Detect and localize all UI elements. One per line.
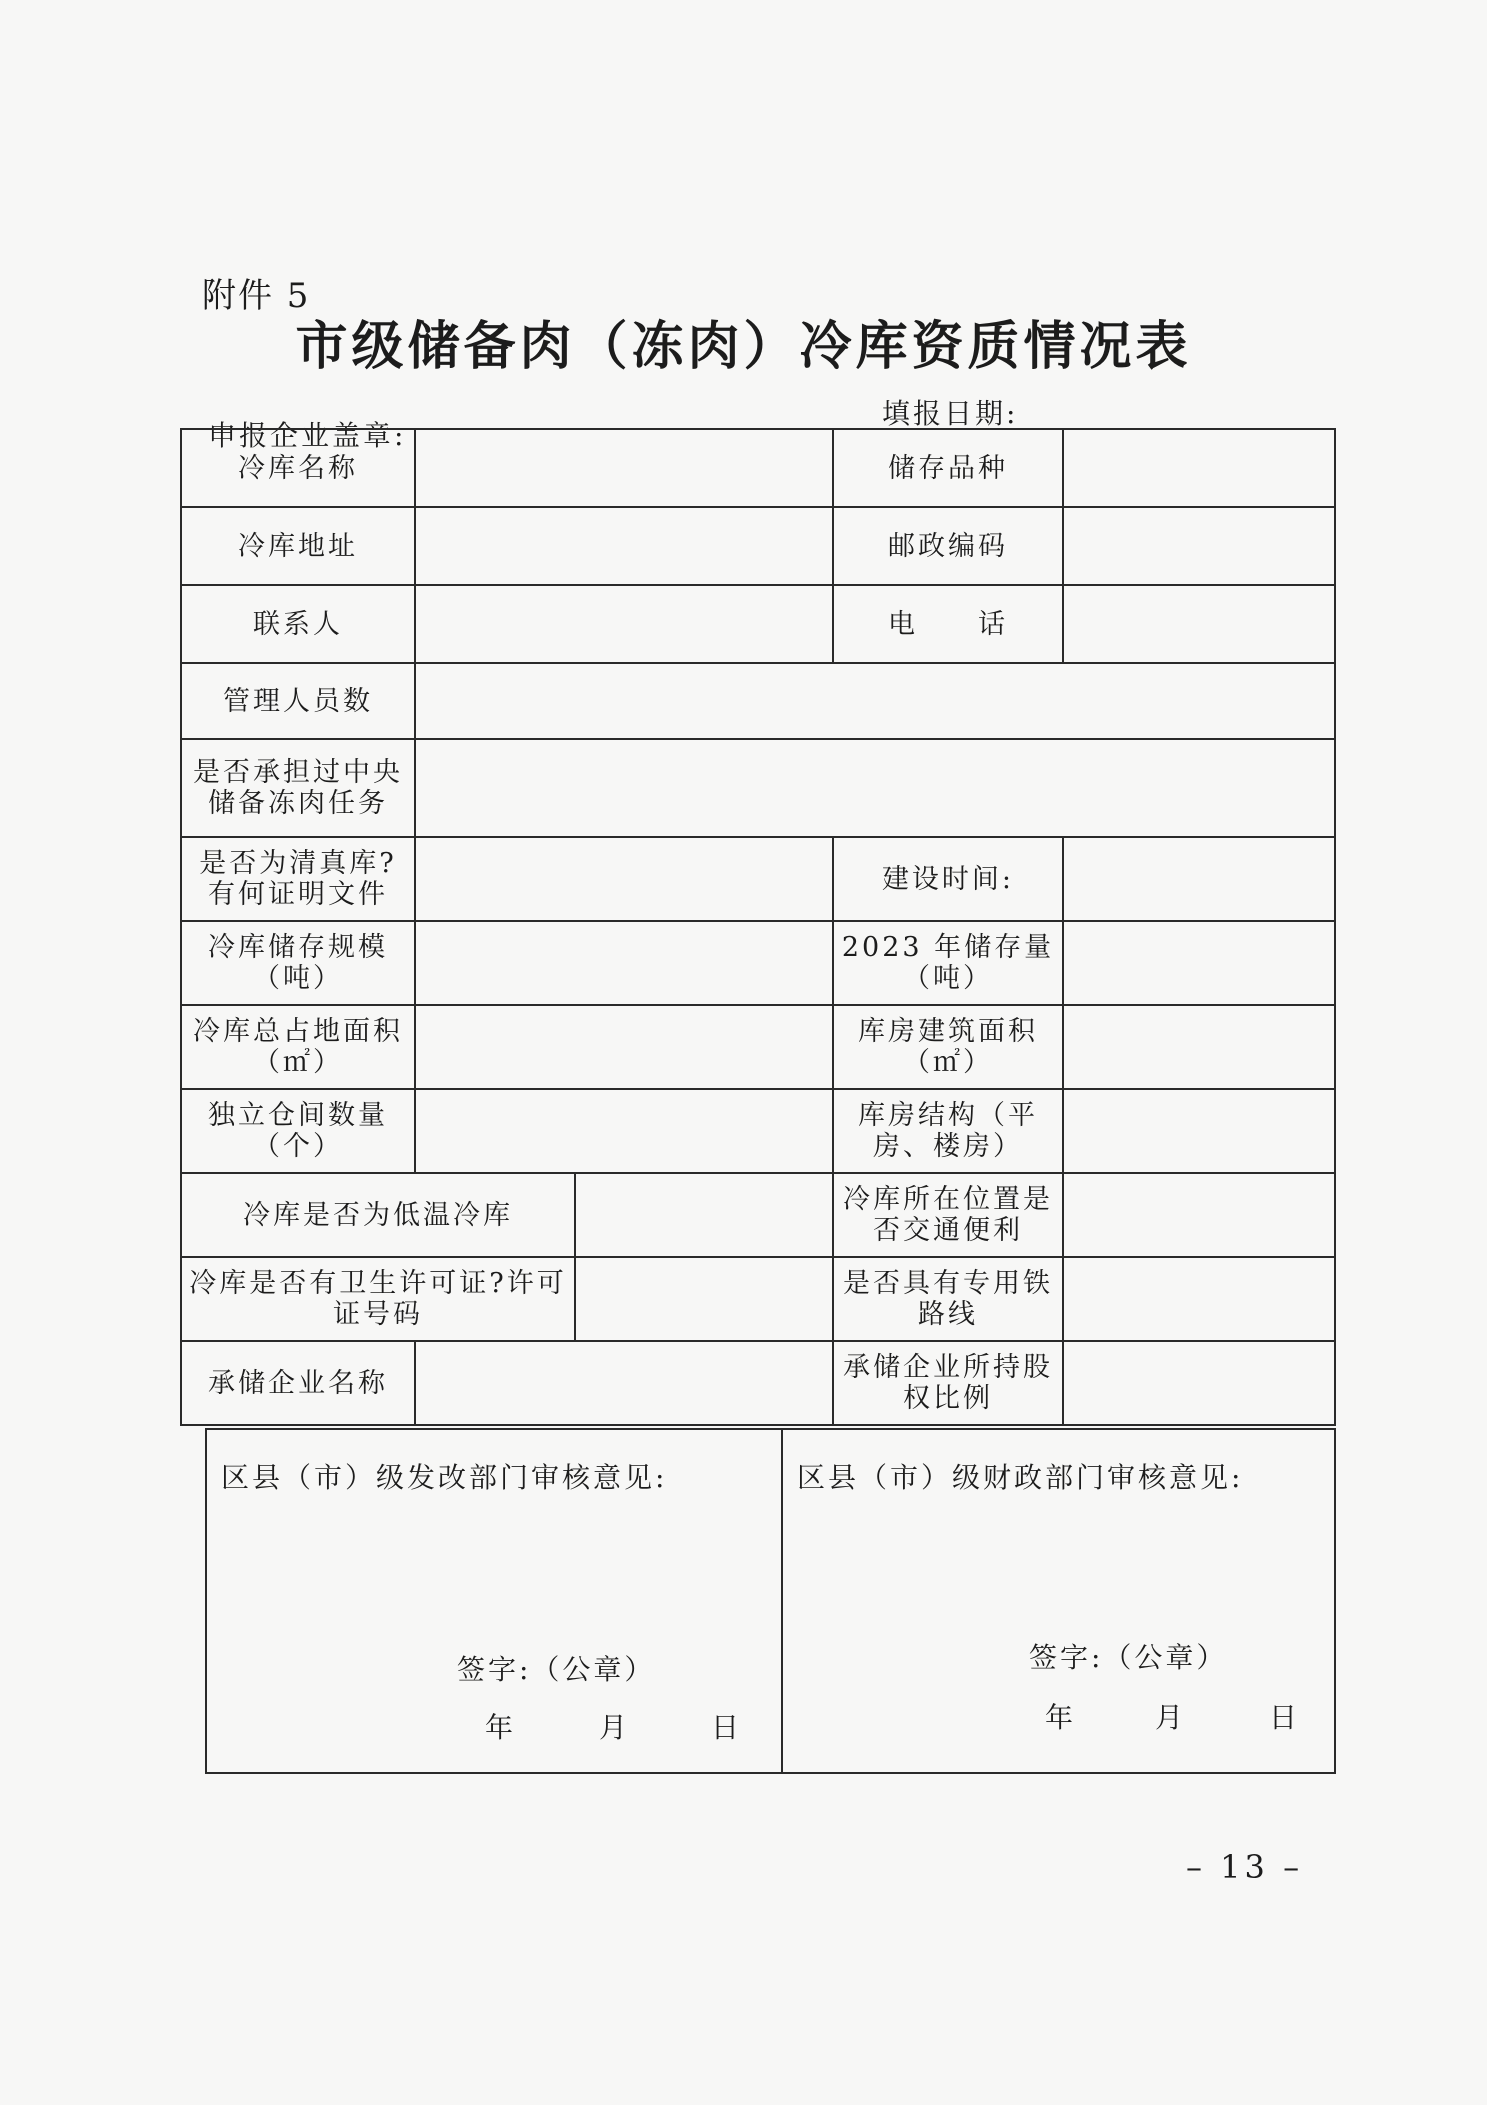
hygiene-license-label: 冷库是否有卫生许可证?许可证号码 [181,1257,575,1341]
traffic-label: 冷库所在位置是否交通便利 [833,1173,1063,1257]
halal-field[interactable] [415,837,833,921]
cold-storage-address-label: 冷库地址 [181,507,415,585]
storage-variety-label: 储存品种 [833,429,1063,507]
postcode-label: 邮政编码 [833,507,1063,585]
page-title: 市级储备肉（冻肉）冷库资质情况表 [295,316,1192,377]
land-area-label: 冷库总占地面积（㎡） [181,1005,415,1089]
fill-date-label: 填报日期: [882,397,1019,430]
equity-field[interactable] [1063,1341,1335,1425]
railway-label: 是否具有专用铁路线 [833,1257,1063,1341]
storage-company-label: 承储企业名称 [181,1341,415,1425]
structure-field[interactable] [1063,1089,1335,1173]
postcode-field[interactable] [1063,507,1335,585]
applicant-seal-label: 申报企业盖章: [208,419,407,452]
finance-review-box[interactable] [783,1430,1336,1772]
traffic-field[interactable] [1063,1173,1335,1257]
building-area-field[interactable] [1063,1005,1335,1089]
finance-month-label: 月 [1155,1701,1184,1734]
contact-person-label: 联系人 [181,585,415,663]
development-review-box[interactable] [207,1430,783,1772]
page-number: – 13 – [1186,1848,1304,1886]
finance-day-label: 日 [1269,1701,1298,1734]
attachment-label: 附件 5 [202,276,311,316]
build-time-field[interactable] [1063,837,1335,921]
storage-company-field[interactable] [415,1341,833,1425]
finance-sign-label: 签字:（公章） [1029,1641,1228,1674]
cold-storage-address-field[interactable] [415,507,833,585]
low-temp-field[interactable] [575,1173,833,1257]
hygiene-license-field[interactable] [575,1257,833,1341]
development-day-label: 日 [711,1711,740,1744]
central-reserve-task-label: 是否承担过中央储备冻肉任务 [181,739,415,837]
low-temp-label: 冷库是否为低温冷库 [181,1173,575,1257]
contact-person-field[interactable] [415,585,833,663]
halal-label: 是否为清真库?有何证明文件 [181,837,415,921]
stock-2023-label: 2023 年储存量（吨） [833,921,1063,1005]
structure-label: 库房结构（平房、楼房） [833,1089,1063,1173]
development-month-label: 月 [599,1711,628,1744]
staff-count-field[interactable] [415,663,1335,739]
development-sign-label: 签字:（公章） [457,1653,656,1686]
build-time-label: 建设时间: [833,837,1063,921]
phone-label: 电 话 [833,585,1063,663]
review-section [205,1428,1336,1774]
building-area-label: 库房建筑面积（㎡） [833,1005,1063,1089]
development-review-title: 区县（市）级发改部门审核意见: [221,1461,668,1494]
finance-review-title: 区县（市）级财政部门审核意见: [797,1461,1244,1494]
land-area-field[interactable] [415,1005,833,1089]
finance-year-label: 年 [1045,1701,1074,1734]
railway-field[interactable] [1063,1257,1335,1341]
cold-storage-name-label: 冷库名称 [181,429,415,507]
cold-storage-name-field[interactable] [415,429,833,507]
staff-count-label: 管理人员数 [181,663,415,739]
stock-2023-field[interactable] [1063,921,1335,1005]
storage-scale-label: 冷库储存规模（吨） [181,921,415,1005]
room-count-label: 独立仓间数量（个） [181,1089,415,1173]
room-count-field[interactable] [415,1089,833,1173]
development-year-label: 年 [485,1711,514,1744]
storage-variety-field[interactable] [1063,429,1335,507]
storage-scale-field[interactable] [415,921,833,1005]
phone-field[interactable] [1063,585,1335,663]
qualification-form-table [180,428,1336,1426]
equity-label: 承储企业所持股权比例 [833,1341,1063,1425]
central-reserve-task-field[interactable] [415,739,1335,837]
